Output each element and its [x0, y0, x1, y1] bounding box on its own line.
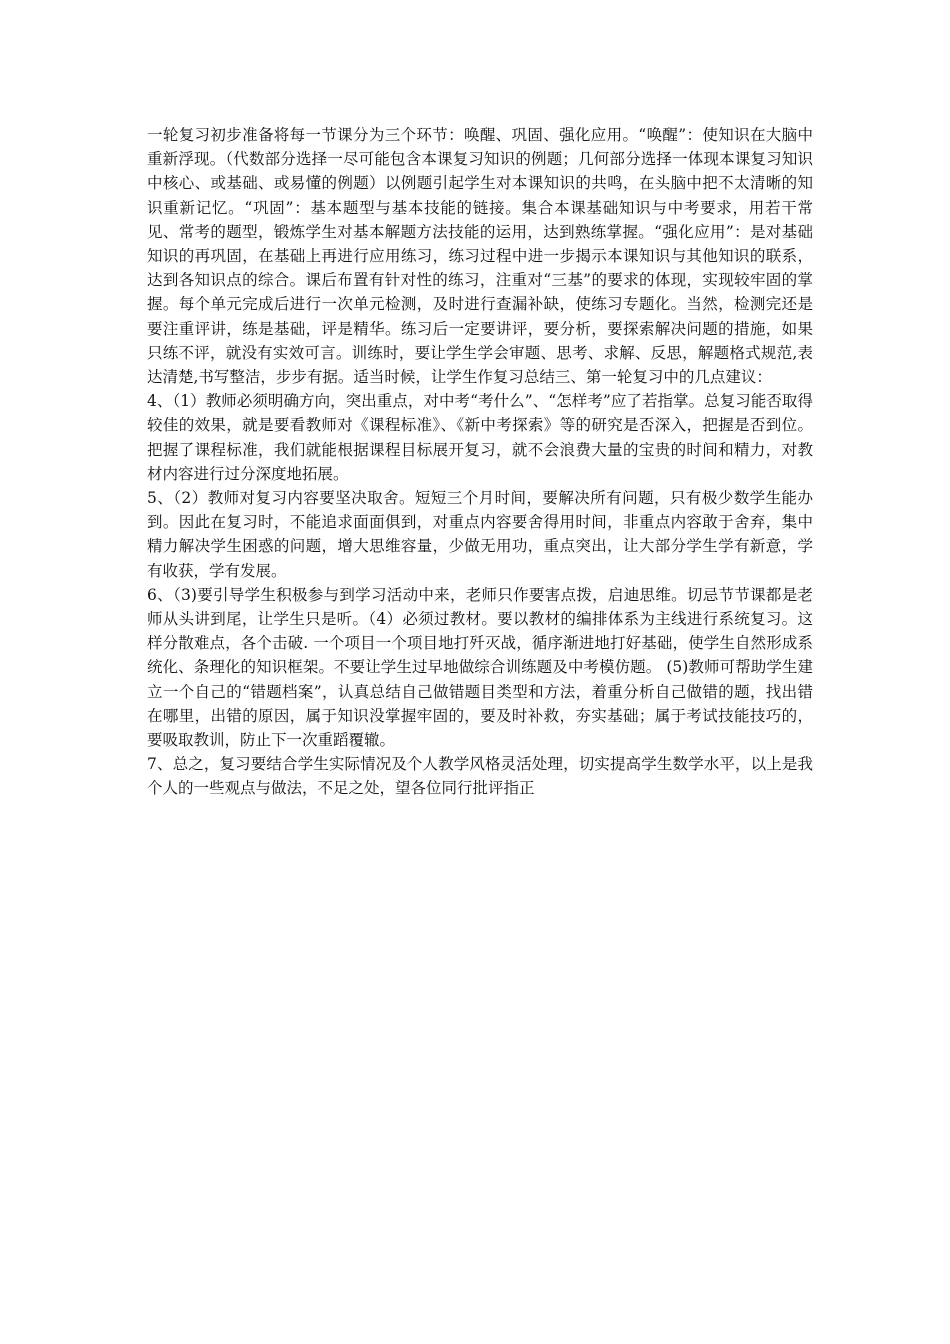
document-body [147, 123, 813, 801]
paragraph-suggestion-4: 4、（1）教师必须明确方向，突出重点，对中考“考什么”、“怎样考”应了若指掌。总复习能否取得较佳的效果，就是要看教师对《课程标准》、《新中考探索》等的研究是否深入，把握是否到位。把握了课程标准，我们就能根据课程目标展开复习，就不会浪费大量的宝贵的时间和精力，对教材内容进行过分深度地拓展。 [147, 392, 813, 483]
paragraph-conclusion: 7、总之，复习要结合学生实际情况及个人教学风格灵活处理，切实提高学生数学水平，以上是我个人的一些观点与做法，不足之处，望各位同行批评指正 [147, 755, 813, 798]
paragraph-suggestion-6: 6、（3)要引导学生积极参与到学习活动中来，老师只作要害点拨，启迪思维。切忌节节课都是老师从头讲到尾，让学生只是听。（4）必须过教材。要以教材的编排体系为主线进行系统复习。这样分散难点，各个击破. 一个项目一个项目地打歼灭战，循序渐进地打好基础，使学生自然形成系统化、条理化的知识框架。不要让学生过早地做综合训练题及中考模仿题。 (5)教师可帮助学生建立一个自己的“错题档案”，认真总结自己做错题目类型和方法，着重分析自己做错的题，找出错在哪里，出错的原因，属于知识没掌握牢固的，要及时补救，夯实基础；属于考试技能技巧的，要吸取教训，防止下一次重蹈覆辙。 [147, 585, 813, 750]
paragraph-review-stages: 一轮复习初步准备将每一节课分为三个环节：唤醒、巩固、强化应用。“唤醒”：使知识在大脑中重新浮现。（代数部分选择一尽可能包含本课复习知识的例题；几何部分选择一体现本课复习知识中核心、或基础、或易懂的例题）以例题引起学生对本课知识的共鸣，在头脑中把不太清晰的知识重新记忆。“巩固”：基本题型与基本技能的链接。集合本课基础知识与中考要求，用若干常见、常考的题型，锻炼学生对基本解题方法技能的运用，达到熟练掌握。“强化应用”：是对基础知识的再巩固，在基础上再进行应用练习，练习过程中进一步揭示本课知识与其他知识的联系，达到各知识点的综合。课后布置有针对性的练习，注重对“三基”的要求的体现，实现较牢固的掌握。每个单元完成后进行一次单元检测，及时进行查漏补缺，使练习专题化。当然，检测完还是要注重评讲，练是基础，评是精华。练习后一定要讲评，要分析，要探索解决问题的措施，如果只练不评，就没有实效可言。训练时，要让学生学会审题、思考、求解、反思，解题格式规范,表达清楚,书写整洁，步步有据。适当时候，让学生作复习总结三、第一轮复习中的几点建议： [147, 126, 813, 387]
paragraph-suggestion-5: 5、（2）教师对复习内容要坚决取舍。短短三个月时间，要解决所有问题，只有极少数学生能办到。因此在复习时，不能追求面面俱到，对重点内容要舍得用时间，非重点内容敢于舍弃，集中精力解决学生困惑的问题，增大思维容量，少做无用功，重点突出，让大部分学生学有新意，学有收获，学有发展。 [147, 489, 813, 580]
